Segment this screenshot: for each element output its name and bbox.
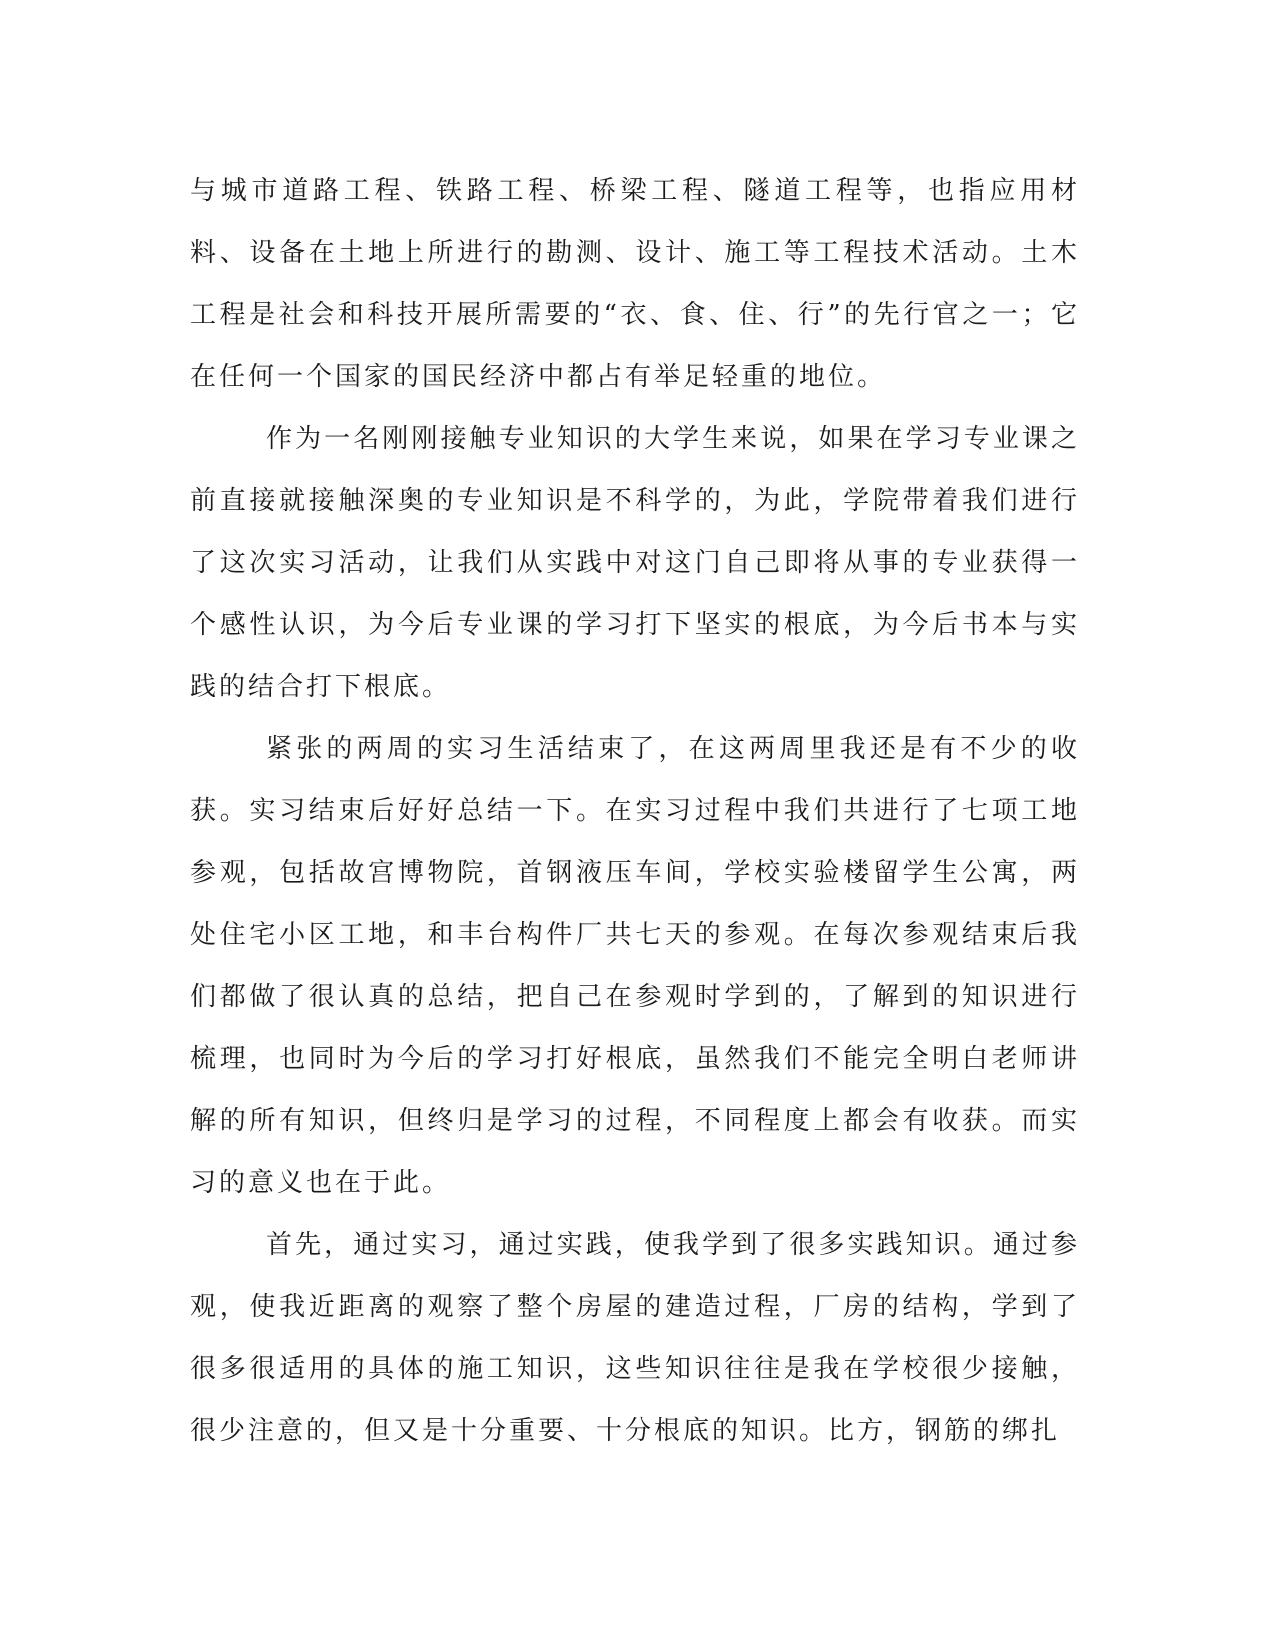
body-text: [190, 160, 1080, 1462]
paragraph-3: 紧张的两周的实习生活结束了，在这两周里我还是有不少的收获。实习结束后好好总结一下。在实习过程中我们共进行了七项工地参观，包括故宫博物院，首钢液压车间，学校实验楼留学生公寓，两处住宅小区工地，和丰台构件厂共七天的参观。在每次参观结束后我们都做了很认真的总结，把自己在参观时学到的，了解到的知识进行梳理，也同时为今后的学习打好根底，虽然我们不能完全明白老师讲解的所有知识，但终归是学习的过程，不同程度上都会有收获。而实习的意义也在于此。: [190, 734, 1080, 1198]
paragraph-1: 与城市道路工程、铁路工程、桥梁工程、隧道工程等，也指应用材料、设备在土地上所进行的勘测、设计、施工等工程技术活动。土木工程是社会和科技开展所需要的“衣、食、住、行”的先行官之一；它在任何一个国家的国民经济中都占有举足轻重的地位。: [190, 176, 1080, 392]
paragraph-4: 首先，通过实习，通过实践，使我学到了很多实践知识。通过参观，使我近距离的观察了整个房屋的建造过程，厂房的结构，学到了很多很适用的具体的施工知识，这些知识往往是我在学校很少接触，很少注意的，但又是十分重要、十分根底的知识。比方，钢筋的绑扎: [190, 1230, 1080, 1446]
paragraph-2: 作为一名刚刚接触专业知识的大学生来说，如果在学习专业课之前直接就接触深奥的专业知识是不科学的，为此，学院带着我们进行了这次实习活动，让我们从实践中对这门自己即将从事的专业获得一个感性认识，为今后专业课的学习打下坚实的根底，为今后书本与实践的结合打下根底。: [190, 424, 1080, 702]
